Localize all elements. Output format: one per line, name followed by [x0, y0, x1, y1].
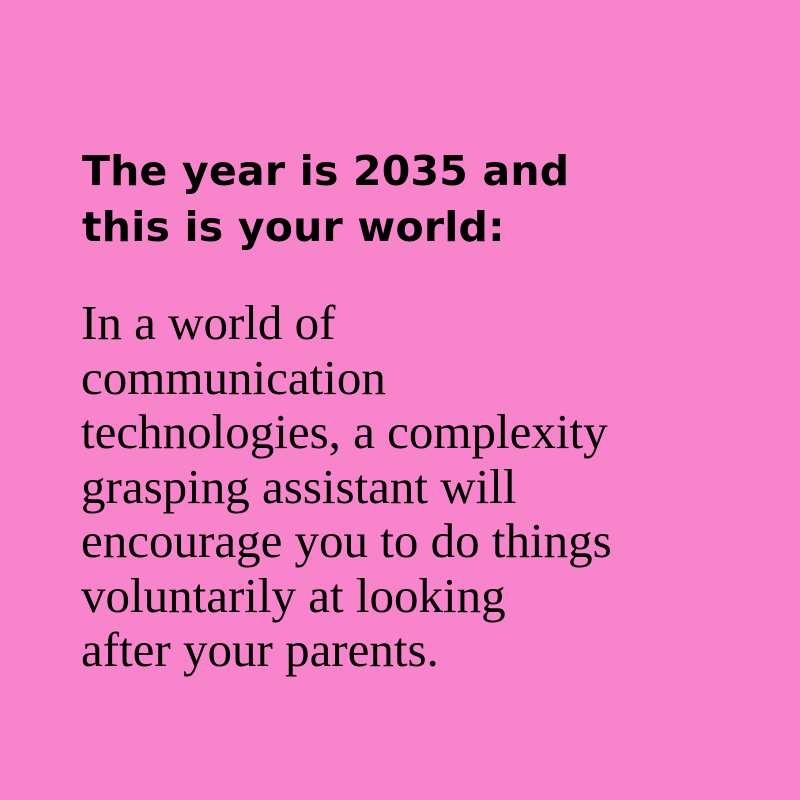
- body-text: [81, 296, 761, 678]
- body-line: after your parents.: [81, 622, 439, 677]
- body-line: communication: [81, 349, 386, 405]
- body-line: In a world of: [81, 295, 336, 350]
- headline: [82, 143, 702, 255]
- body-line: grasping assistant will: [81, 458, 517, 514]
- body-line: voluntarily at looking: [81, 567, 506, 623]
- body-line: technologies, a complexity: [81, 404, 608, 459]
- headline-line: The year is 2035 and: [82, 147, 570, 195]
- body-line: encourage you to do things: [81, 513, 612, 568]
- headline-line: this is your world:: [82, 203, 505, 251]
